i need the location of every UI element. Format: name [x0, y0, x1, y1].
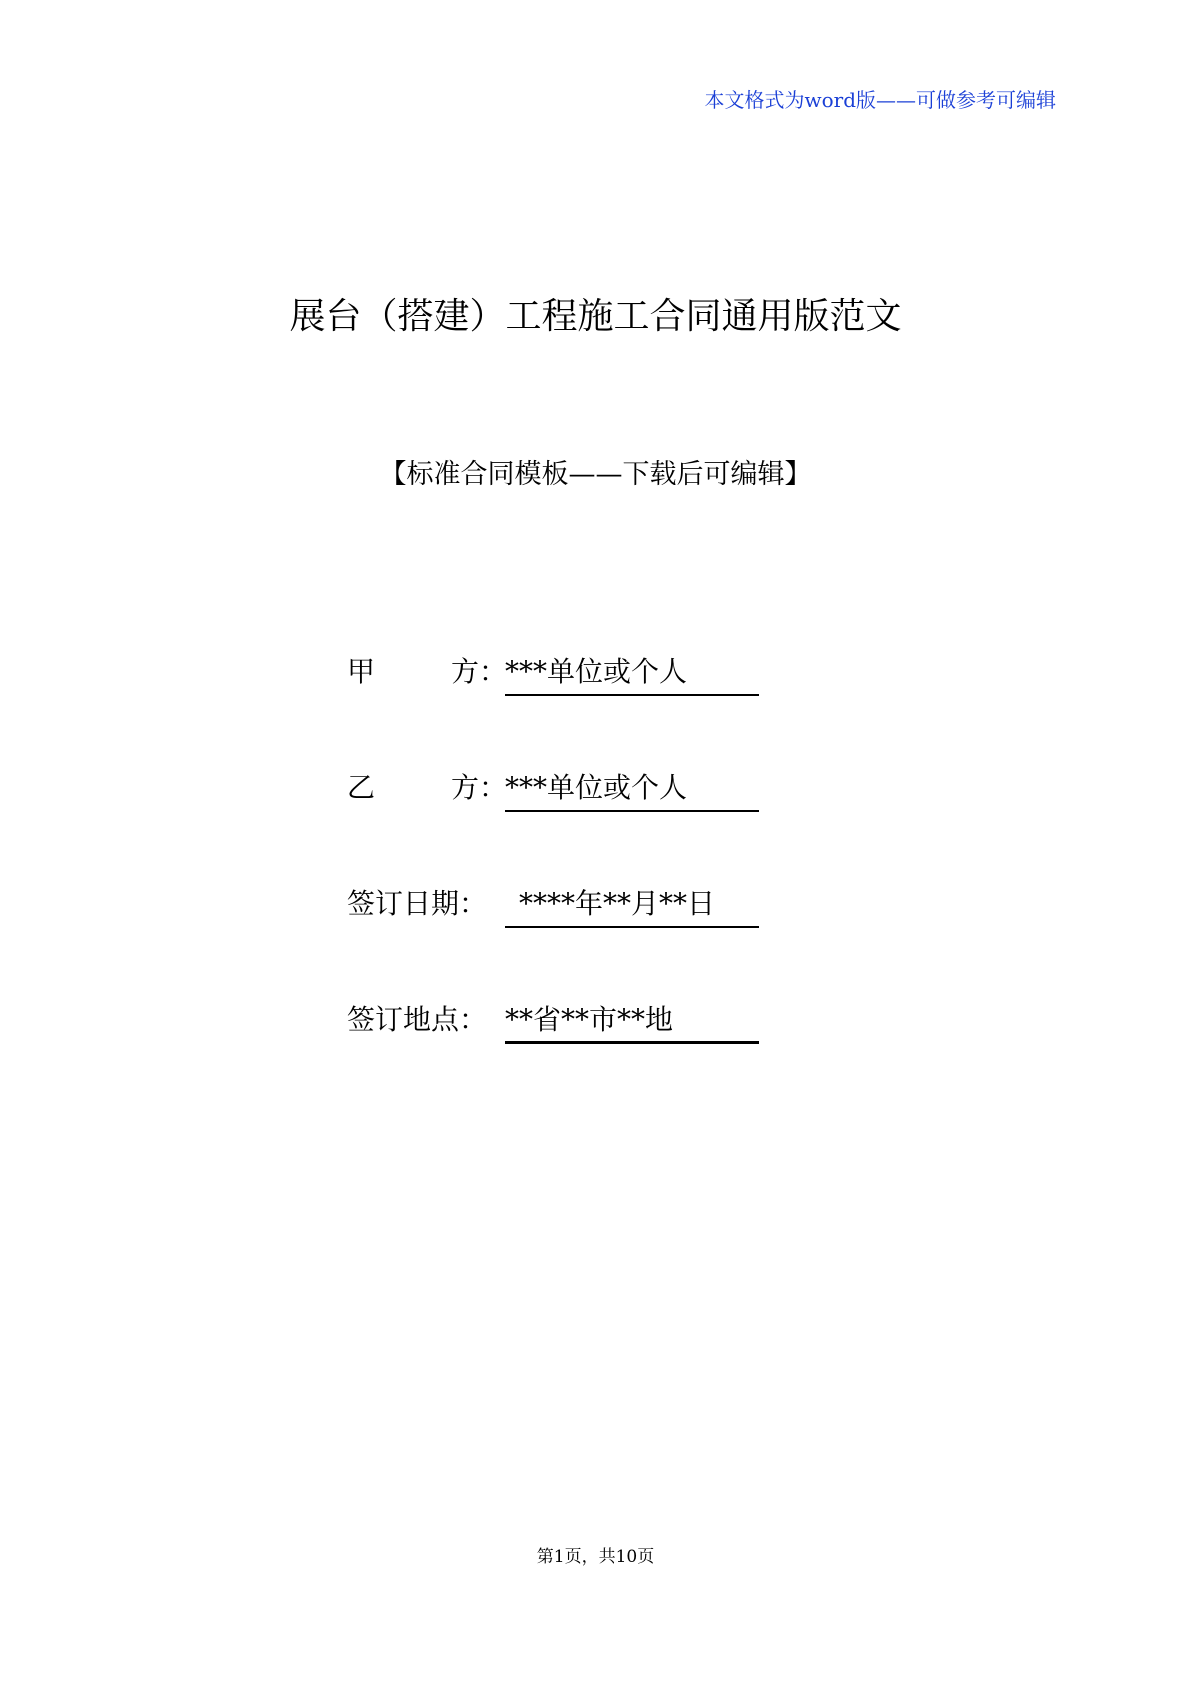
header-note: 本文格式为word版——可做参考可编辑 [704, 88, 1056, 112]
sign-date-field [347, 884, 767, 928]
party-b-value: ***单位或个人 [505, 771, 688, 804]
party-b-field [347, 768, 767, 812]
party-a-label-last: 方： [450, 655, 507, 688]
sign-place-label: 签订地点： [347, 1003, 488, 1036]
document-title: 展台（搭建）工程施工合同通用版范文 [289, 296, 902, 337]
page-number: 第1页，共10页 [536, 1547, 655, 1567]
sign-place-value-line [505, 1000, 759, 1044]
sign-place-field [347, 1000, 767, 1044]
party-a-field [347, 652, 767, 696]
sign-date-value: ****年**月**日 [519, 887, 716, 920]
party-a-value-line [505, 652, 759, 696]
party-b-label-first: 乙 [347, 771, 376, 804]
party-b-label-last: 方： [450, 771, 507, 804]
party-a-label [347, 652, 507, 692]
party-b-label [347, 768, 507, 808]
party-a-label-first: 甲 [347, 655, 376, 688]
sign-place-value: **省**市**地 [505, 1003, 674, 1036]
party-a-value: ***单位或个人 [505, 655, 688, 688]
sign-date-value-line [505, 884, 759, 928]
sign-date-label: 签订日期： [347, 887, 488, 920]
party-b-value-line [505, 768, 759, 812]
document-subtitle: 【标准合同模板——下载后可编辑】 [379, 459, 812, 490]
